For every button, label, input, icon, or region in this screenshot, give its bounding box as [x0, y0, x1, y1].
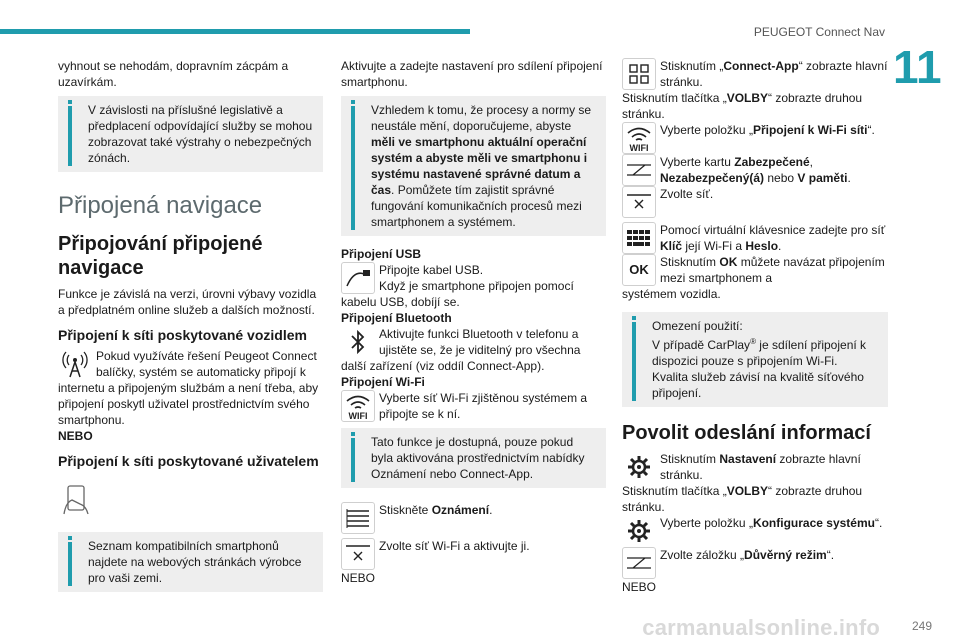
paragraph: internetu a připojeným službám a není třeba, aby připojení poskytl uživatel prostřednictvím svého smartphonu. — [58, 381, 319, 427]
info-note — [58, 532, 323, 592]
step-text: Vyberte kartu Zabezpečené, Nezabezpečený(á) nebo V paměti. — [660, 155, 851, 185]
info-icon — [632, 322, 636, 401]
connect-app-step — [622, 58, 888, 90]
header-title: PEUGEOT Connect Nav — [753, 25, 885, 39]
step-text: Zvolte síť. — [660, 187, 714, 201]
bluetooth-heading: Připojení Bluetooth — [341, 311, 452, 325]
info-icon — [68, 542, 72, 586]
nebo-label: NEBO — [58, 429, 93, 443]
settings-step — [622, 451, 888, 483]
column-2 — [341, 58, 606, 586]
step-text: Stisknutím „Connect-App“ zobrazte hlavní stránku. — [660, 59, 888, 89]
step-text: Stisknutím tlačítka „VOLBY“ zobrazte druhou stránku. — [622, 91, 863, 121]
chapter-number: 11 — [893, 41, 942, 93]
network-icon — [622, 186, 656, 218]
usb-row — [341, 262, 606, 294]
note-text: Seznam kompatibilních smartphonů najdete na webových stránkách výrobce pro vaši zemi. — [88, 539, 302, 585]
nebo-label: NEBO — [622, 580, 657, 594]
step-text: Vyberte položku „Konfigurace systému“. — [660, 516, 883, 530]
svg-text:WIFI: WIFI — [348, 411, 368, 420]
note-text: Kvalita služeb závisí na kvalitě síťového připojení. — [652, 370, 864, 400]
step-text: Stisknutím tlačítka „VOLBY“ zobrazte druhou stránku. — [622, 484, 863, 514]
wifi-icon — [622, 122, 656, 154]
heading-connected-nav: Připojování připojené navigace — [58, 233, 263, 279]
vehicle-network-row — [58, 348, 323, 380]
watermark: carmanualsonline.info — [642, 615, 880, 640]
system-config-step — [622, 515, 888, 547]
heading-user-network: Připojení k síti poskytované uživatelem — [58, 453, 319, 469]
tabs-icon — [622, 547, 656, 579]
paragraph: Aktivujte a zadejte nastavení pro sdílení připojení smartphonu. — [341, 59, 603, 89]
wifi-icon — [341, 390, 375, 422]
tab-select-step — [622, 154, 888, 186]
usb-heading: Připojení USB — [341, 247, 422, 261]
paragraph: Aktivujte funkci Bluetooth v telefonu a ujistěte se, že je viditelný pro všechna — [379, 327, 581, 357]
wifi-select-step — [622, 122, 888, 154]
info-note — [58, 96, 323, 172]
info-note — [341, 96, 606, 236]
bluetooth-row — [341, 326, 606, 358]
heading-vehicle-network: Připojení k síti poskytované vozidlem — [58, 327, 307, 343]
section-title: Připojená navigace — [58, 192, 263, 219]
step-text: Stiskněte Oznámení. — [379, 503, 493, 517]
step-text: Zvolte záložku „Důvěrný režim“. — [660, 548, 835, 562]
tabs-icon — [622, 154, 656, 186]
ok-step — [622, 254, 888, 286]
ok-icon: OK — [622, 254, 656, 286]
paragraph: Funkce je závislá na verzi, úrovni výbavy vozidla a předplatném online služeb a dalších možností. — [58, 287, 317, 317]
notification-step — [341, 502, 606, 534]
keyboard-step — [622, 222, 888, 254]
info-note — [622, 312, 888, 407]
info-icon — [351, 106, 355, 230]
note-text: Vzhledem k tomu, že procesy a normy se neustále mění, doporučujeme, abyste měli ve smartphonu aktuální operační systém a abyste měli ve smartphonu i systému nastavené správné datum a čas. Pomůžete tím zajistit správné fungování komunikačních procesů mezi smartphonem a systémem. — [371, 103, 592, 229]
info-note — [341, 428, 606, 488]
column-3 — [622, 58, 888, 595]
keyboard-icon — [622, 222, 656, 254]
step-text: Pomocí virtuální klávesnice zadejte pro síť Klíč její Wi-Fi a Heslo. — [660, 223, 886, 253]
heading-send-info: Povolit odeslání informací — [622, 422, 871, 444]
paragraph: Pokud využíváte řešení Peugeot Connect balíčky, systém se automaticky připojí k — [96, 349, 317, 379]
phone-hand-icon — [58, 484, 98, 516]
nebo-label: NEBO — [341, 571, 376, 585]
step-text: systémem vozidla. — [622, 287, 721, 301]
apps-grid-icon — [622, 58, 656, 90]
column-1 — [58, 58, 323, 598]
network-step — [341, 538, 606, 570]
top-accent-bar — [0, 29, 470, 34]
step-text: Stisknutím OK můžete navázat připojením mezi smartphonem a — [660, 255, 885, 285]
antenna-icon — [58, 348, 92, 380]
wifi-row — [341, 390, 606, 422]
info-icon — [351, 438, 355, 482]
paragraph: vyhnout se nehodám, dopravním zácpám a uzavírkám. — [58, 59, 289, 89]
wifi-heading: Připojení Wi-Fi — [341, 375, 425, 389]
svg-text:WIFI: WIFI — [629, 143, 649, 152]
settings-gear-icon — [622, 451, 656, 483]
note-text: Tato funkce je dostupná, pouze pokud byla aktivována prostřednictvím nabídky Oznámení nebo Connect-App. — [371, 435, 585, 481]
settings-gear-icon — [622, 515, 656, 547]
notification-icon — [341, 502, 375, 534]
paragraph: Když je smartphone připojen pomocí — [379, 279, 574, 293]
step-text: Vyberte položku „Připojení k Wi-Fi síti“. — [660, 123, 875, 137]
bluetooth-icon — [341, 326, 375, 358]
note-text: V případě CarPlay® je sdílení připojení k dispozici pouze s připojením Wi-Fi. — [652, 337, 867, 368]
paragraph: kabelu USB, dobíjí se. — [341, 295, 460, 309]
note-text: V závislosti na příslušné legislativě a předplacení odpovídající služby se mohou zobrazovat také výstrahy o nebezpečných zónách. — [88, 103, 313, 165]
paragraph: Připojte kabel USB. — [379, 263, 484, 277]
page-number: 249 — [911, 619, 932, 633]
paragraph: další zařízení (viz oddíl Connect-App). — [341, 359, 545, 373]
paragraph: Vyberte síť Wi-Fi zjištěnou systémem a připojte se k ní. — [379, 391, 588, 421]
privacy-mode-step — [622, 547, 888, 579]
step-text: Stisknutím Nastavení zobrazte hlavní stránku. — [660, 452, 861, 482]
step-text: Zvolte síť Wi-Fi a aktivujte ji. — [379, 539, 530, 553]
network-choose-step — [622, 186, 888, 218]
info-icon — [68, 106, 72, 166]
note-text: Omezení použití: — [652, 319, 743, 333]
network-icon — [341, 538, 375, 570]
usb-icon — [341, 262, 375, 294]
